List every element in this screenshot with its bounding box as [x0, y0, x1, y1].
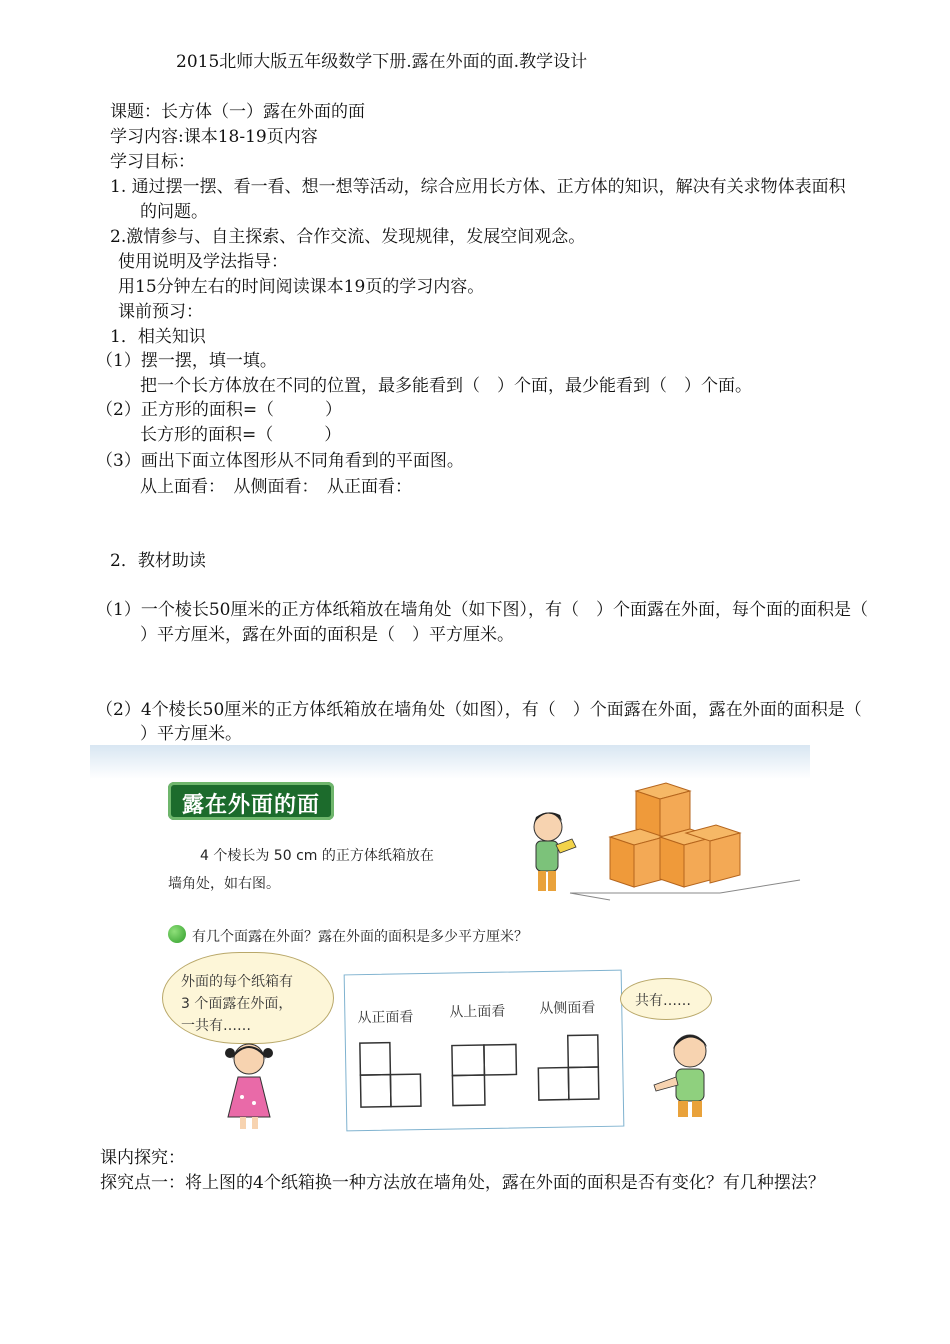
explore-point-1: 探究点一：将上图的4个纸箱换一种方法放在墙角处，露在外面的面积是否有变化？有几种摆法？	[100, 1173, 825, 1193]
green-dot-icon	[168, 925, 186, 943]
top-view-drawing	[450, 1042, 519, 1109]
knowledge-item-3-views: 从上面看： 从侧面看： 从正面看：	[140, 477, 412, 497]
goal-1-line-1: 1. 通过摆一摆、看一看、想一想等活动，综合应用长方体、正方体的知识，解决有关求物体表面积	[110, 177, 846, 197]
side-view-drawing	[536, 1033, 603, 1102]
explore-label: 课内探究：	[100, 1148, 185, 1168]
box-top	[636, 783, 690, 837]
knowledge-item-1: （1）摆一摆，填一填。	[96, 351, 277, 371]
box-left	[610, 829, 664, 887]
reading-heading: 2．教材助读	[110, 551, 206, 571]
boy-figure	[534, 812, 576, 891]
front-view-drawing	[358, 1040, 425, 1109]
goals-label: 学习目标：	[110, 152, 195, 172]
boy-pointing-figure	[646, 1027, 726, 1122]
label-front-view: 从正面看	[357, 1009, 414, 1027]
speech-bubble-left	[162, 952, 334, 1044]
bubble-right-text: 共有……	[635, 993, 691, 1009]
usage-label: 使用说明及学法指导：	[118, 252, 288, 272]
knowledge-item-3: （3）画出下面立体图形从不同角看到的平面图。	[96, 451, 464, 471]
lesson-topic: 课题：长方体（一）露在外面的面	[110, 102, 365, 122]
lesson-content: 学习内容:课本18-19页内容	[110, 127, 318, 147]
girl-figure	[216, 1037, 286, 1132]
question-1-line-2: ）平方厘米，露在外面的面积是（ ）平方厘米。	[140, 625, 514, 645]
knowledge-item-2b: 长方形的面积=（ ）	[140, 425, 342, 445]
goal-2: 2.激情参与、自主探索、合作交流、发现规律，发展空间观念。	[110, 227, 586, 247]
question-1-line-1: （1）一个棱长50厘米的正方体纸箱放在墙角处（如下图），有（ ）个面露在外面，每个面的面积是（	[96, 600, 868, 620]
speech-bubble-right	[620, 978, 712, 1020]
textbook-intro-2: 墙角处，如右图。	[168, 876, 280, 892]
preview-label: 课前预习：	[118, 302, 203, 322]
label-top-view: 从上面看	[449, 1003, 506, 1021]
document-title: 2015北师大版五年级数学下册.露在外面的面.教学设计	[176, 52, 588, 72]
question-2-line-1: （2）4个棱长50厘米的正方体纸箱放在墙角处（如图），有（ ）个面露在外面，露在外面的面积是（	[96, 700, 862, 720]
knowledge-item-2a: （2）正方形的面积=（ ）	[96, 400, 343, 420]
knowledge-heading: 1．相关知识	[110, 327, 206, 347]
label-side-view: 从侧面看	[539, 1000, 596, 1018]
textbook-question: 有几个面露在外面？露在外面的面积是多少平方厘米？	[192, 929, 528, 945]
textbook-header-text: 露在外面的面	[181, 793, 320, 818]
textbook-intro-1: 4 个棱长为 50 cm 的正方体纸箱放在	[200, 848, 434, 864]
textbook-illustration	[90, 745, 810, 1135]
goal-1-line-2: 的问题。	[140, 202, 208, 222]
bubble-left-line-2: 3 个面露在外面，	[181, 996, 293, 1012]
bubble-left-line-1: 外面的每个纸箱有	[181, 974, 293, 990]
usage-text: 用15分钟左右的时间阅读课本19页的学习内容。	[118, 277, 485, 297]
bubble-left-line-3: 一共有……	[181, 1018, 251, 1034]
stacked-boxes-scene	[510, 775, 810, 905]
knowledge-item-1-text: 把一个长方体放在不同的位置，最多能看到（ ）个面，最少能看到（ ）个面。	[140, 376, 752, 396]
question-2-line-2: ）平方厘米。	[140, 724, 242, 744]
views-card	[344, 970, 625, 1132]
textbook-header	[168, 782, 334, 820]
